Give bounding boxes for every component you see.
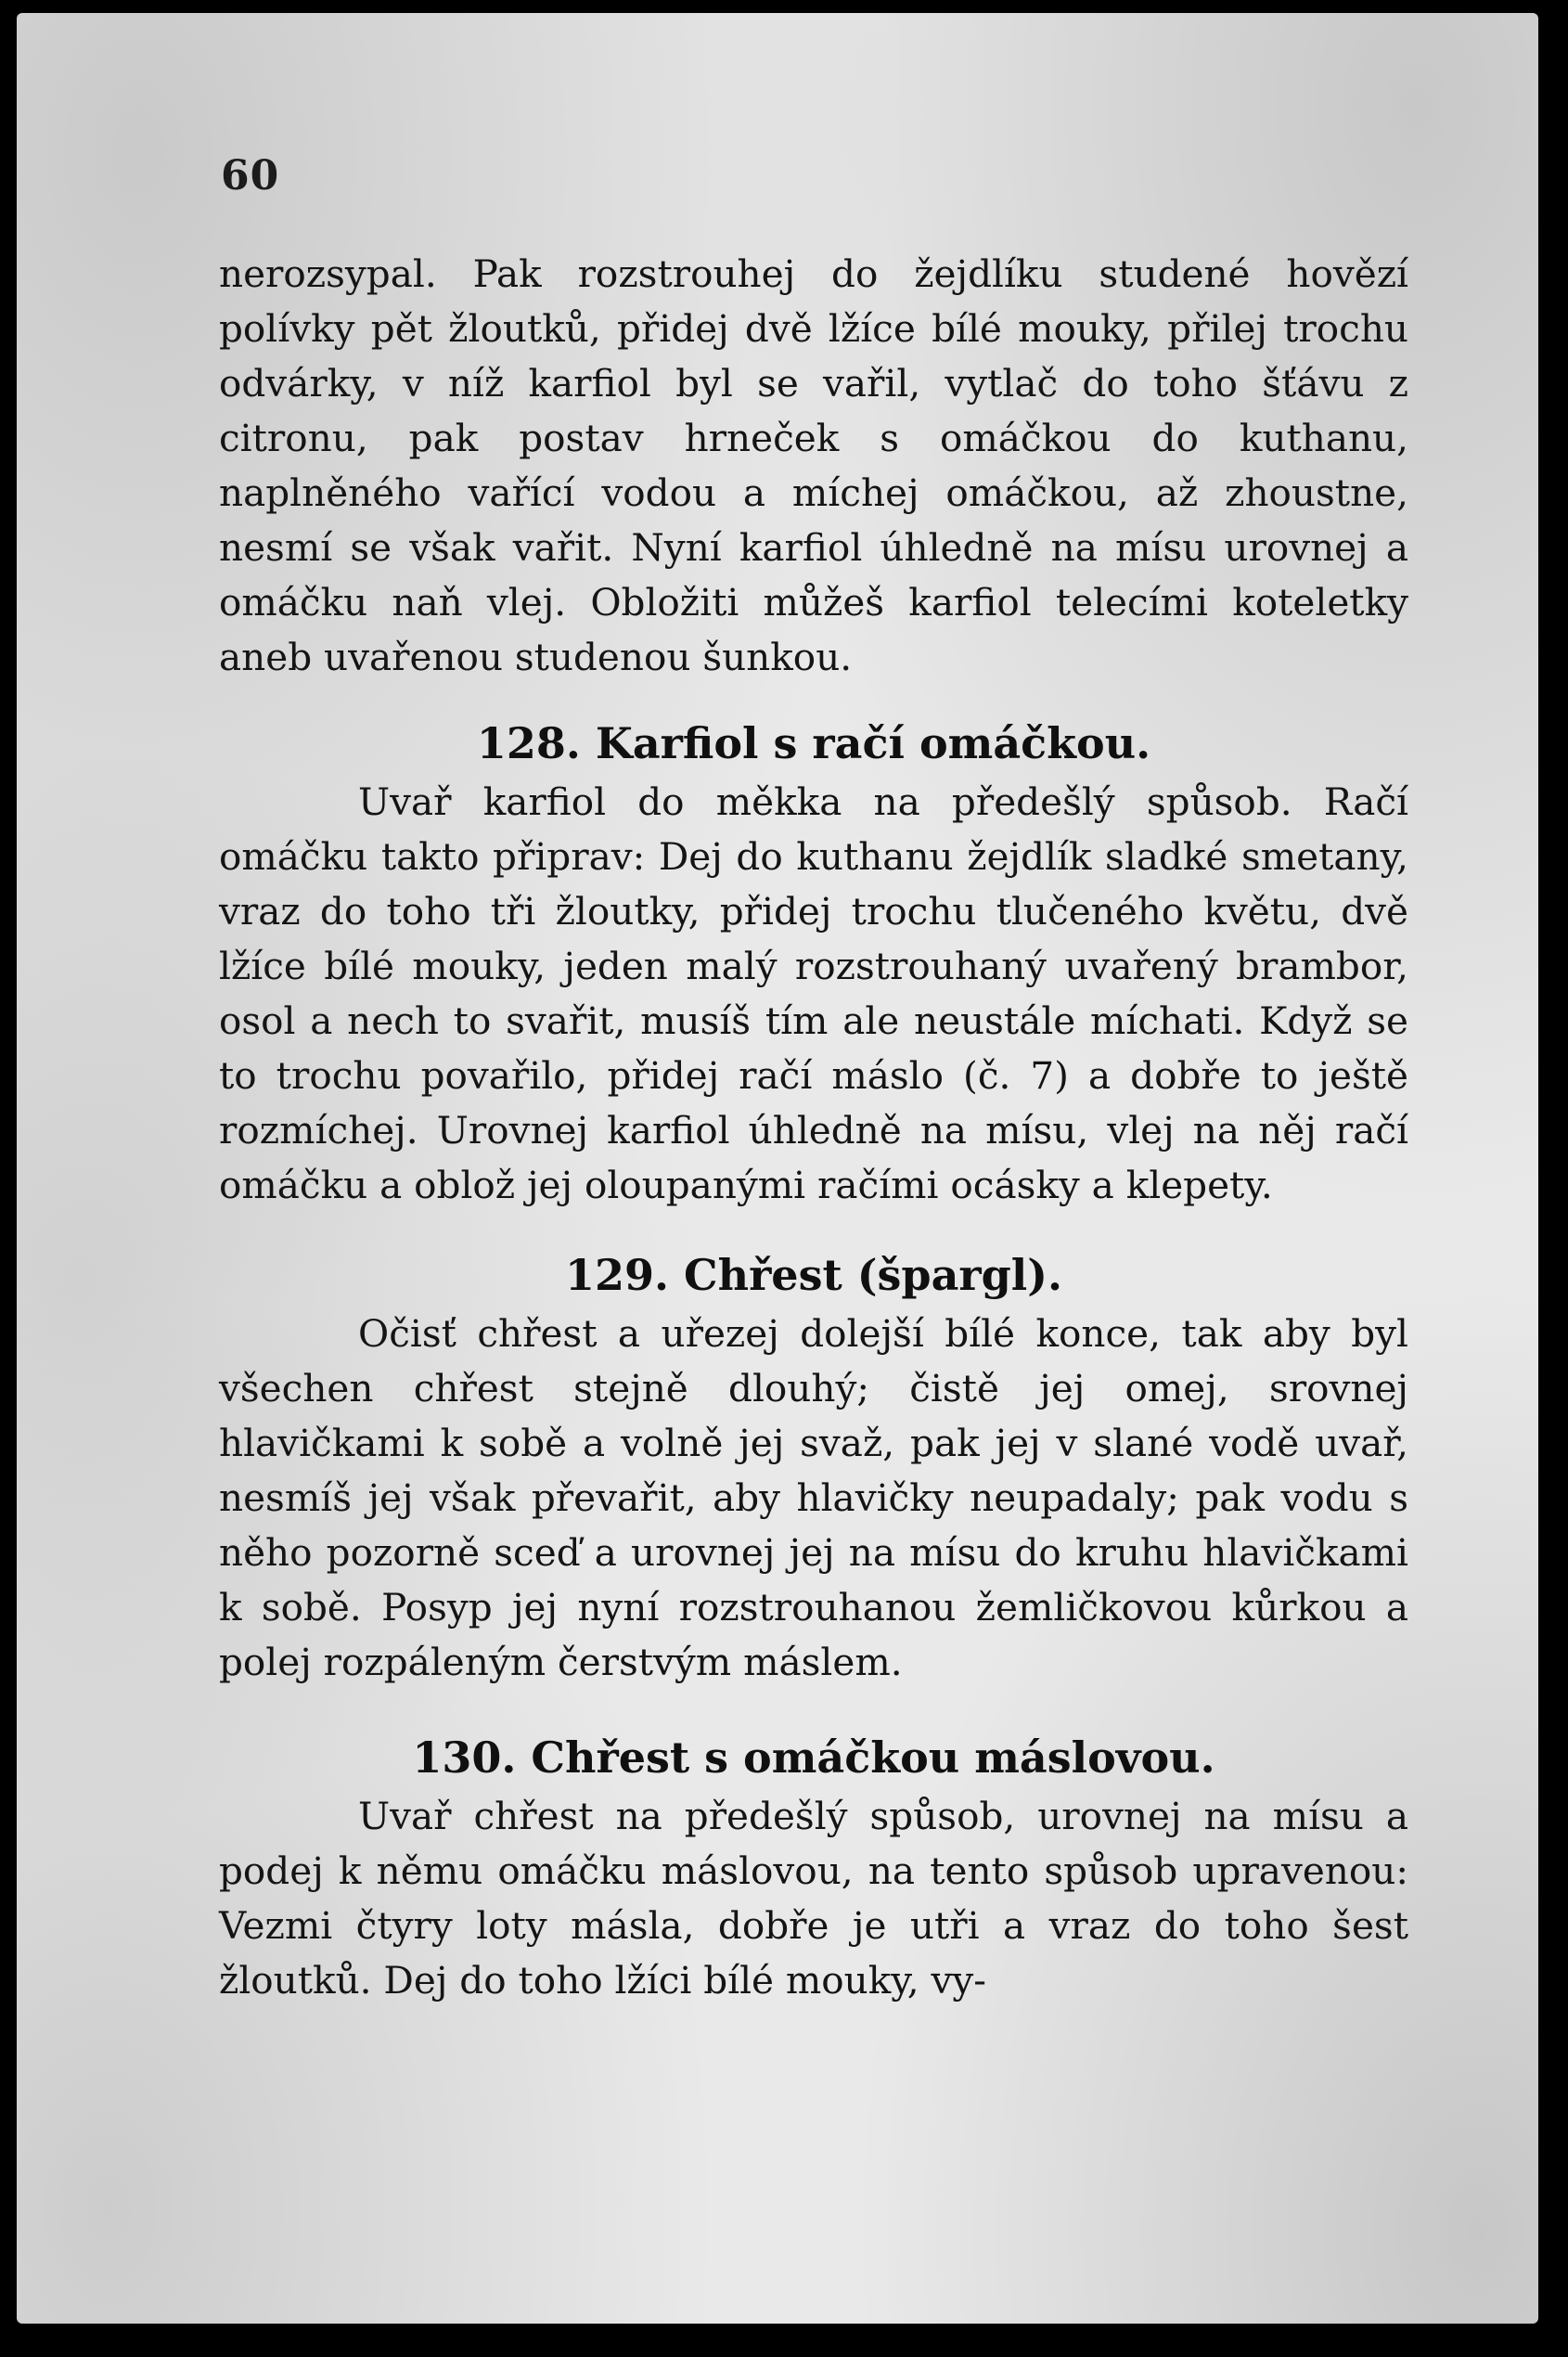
page-number: 60 xyxy=(221,152,280,200)
book-page xyxy=(17,13,1538,2324)
intro-paragraph: nerozsypal. Pak rozstrouhej do žejdlíku studené hovězí polívky pět žloutků, přidej dvě lžíce bílé mouky, přilej trochu odvárky, v níž karfiol byl se vařil, vytlač do toho šťávu z citronu, pak postav hrneček s omáčkou do kuthanu, naplněného vařící vodou a míchej omáčkou, až zhoustne, nesmí se však vařit. Nyní karfiol úhledně na mísu urovnej a omáčku naň vlej. Obložiti můžeš karfiol telecími koteletky aneb uvařenou studenou šunkou. xyxy=(219,251,1408,679)
recipe-heading-130: 130. Chřest s omáčkou máslovou. xyxy=(412,1732,1215,1783)
recipe-heading-129: 129. Chřest (špargl). xyxy=(564,1250,1063,1300)
page-text xyxy=(219,247,1408,2008)
recipe-text-128: Uvař karfiol do měkka na předešlý spůsob. Račí omáčku takto připrav: Dej do kuthanu žejdlík sladké smetany, vraz do toho tři žloutky, přidej trochu tlučeného květu, dvě lžíce bílé mouky, jeden malý rozstrouhaný uvařený brambor, osol a nech to svařit, musíš tím ale neustále míchati. Když se to trochu povařilo, přidej račí máslo (č. 7) a dobře to ještě rozmíchej. Urovnej karfiol úhledně na mísu, vlej na něj račí omáčku a oblož jej oloupanými račími ocásky a klepety. xyxy=(219,779,1408,1207)
recipe-text-129: Očisť chřest a uřezej dolejší bílé konce, tak aby byl všechen chřest stejně dlouhý; čistě jej omej, srovnej hlavičkami k sobě a volně jej svaž, pak jej v slané vodě uvař, nesmíš jej však převařit, aby hlavičky neupadaly; pak vodu s něho pozorně sceď a urovnej jej na mísu do kruhu hlavičkami k sobě. Posyp jej nyní rozstrouhanou žemličkovou kůrkou a polej rozpáleným čerstvým máslem. xyxy=(219,1311,1408,1684)
recipe-heading-128: 128. Karfiol s račí omáčkou. xyxy=(476,718,1151,768)
recipe-text-130: Uvař chřest na předešlý spůsob, urovnej na mísu a podej k němu omáčku máslovou, na tento spůsob upravenou: Vezmi čtyry loty másla, dobře je utři a vraz do toho šest žloutků. Dej do toho lžíci bílé mouky, vy- xyxy=(219,1794,1408,2003)
